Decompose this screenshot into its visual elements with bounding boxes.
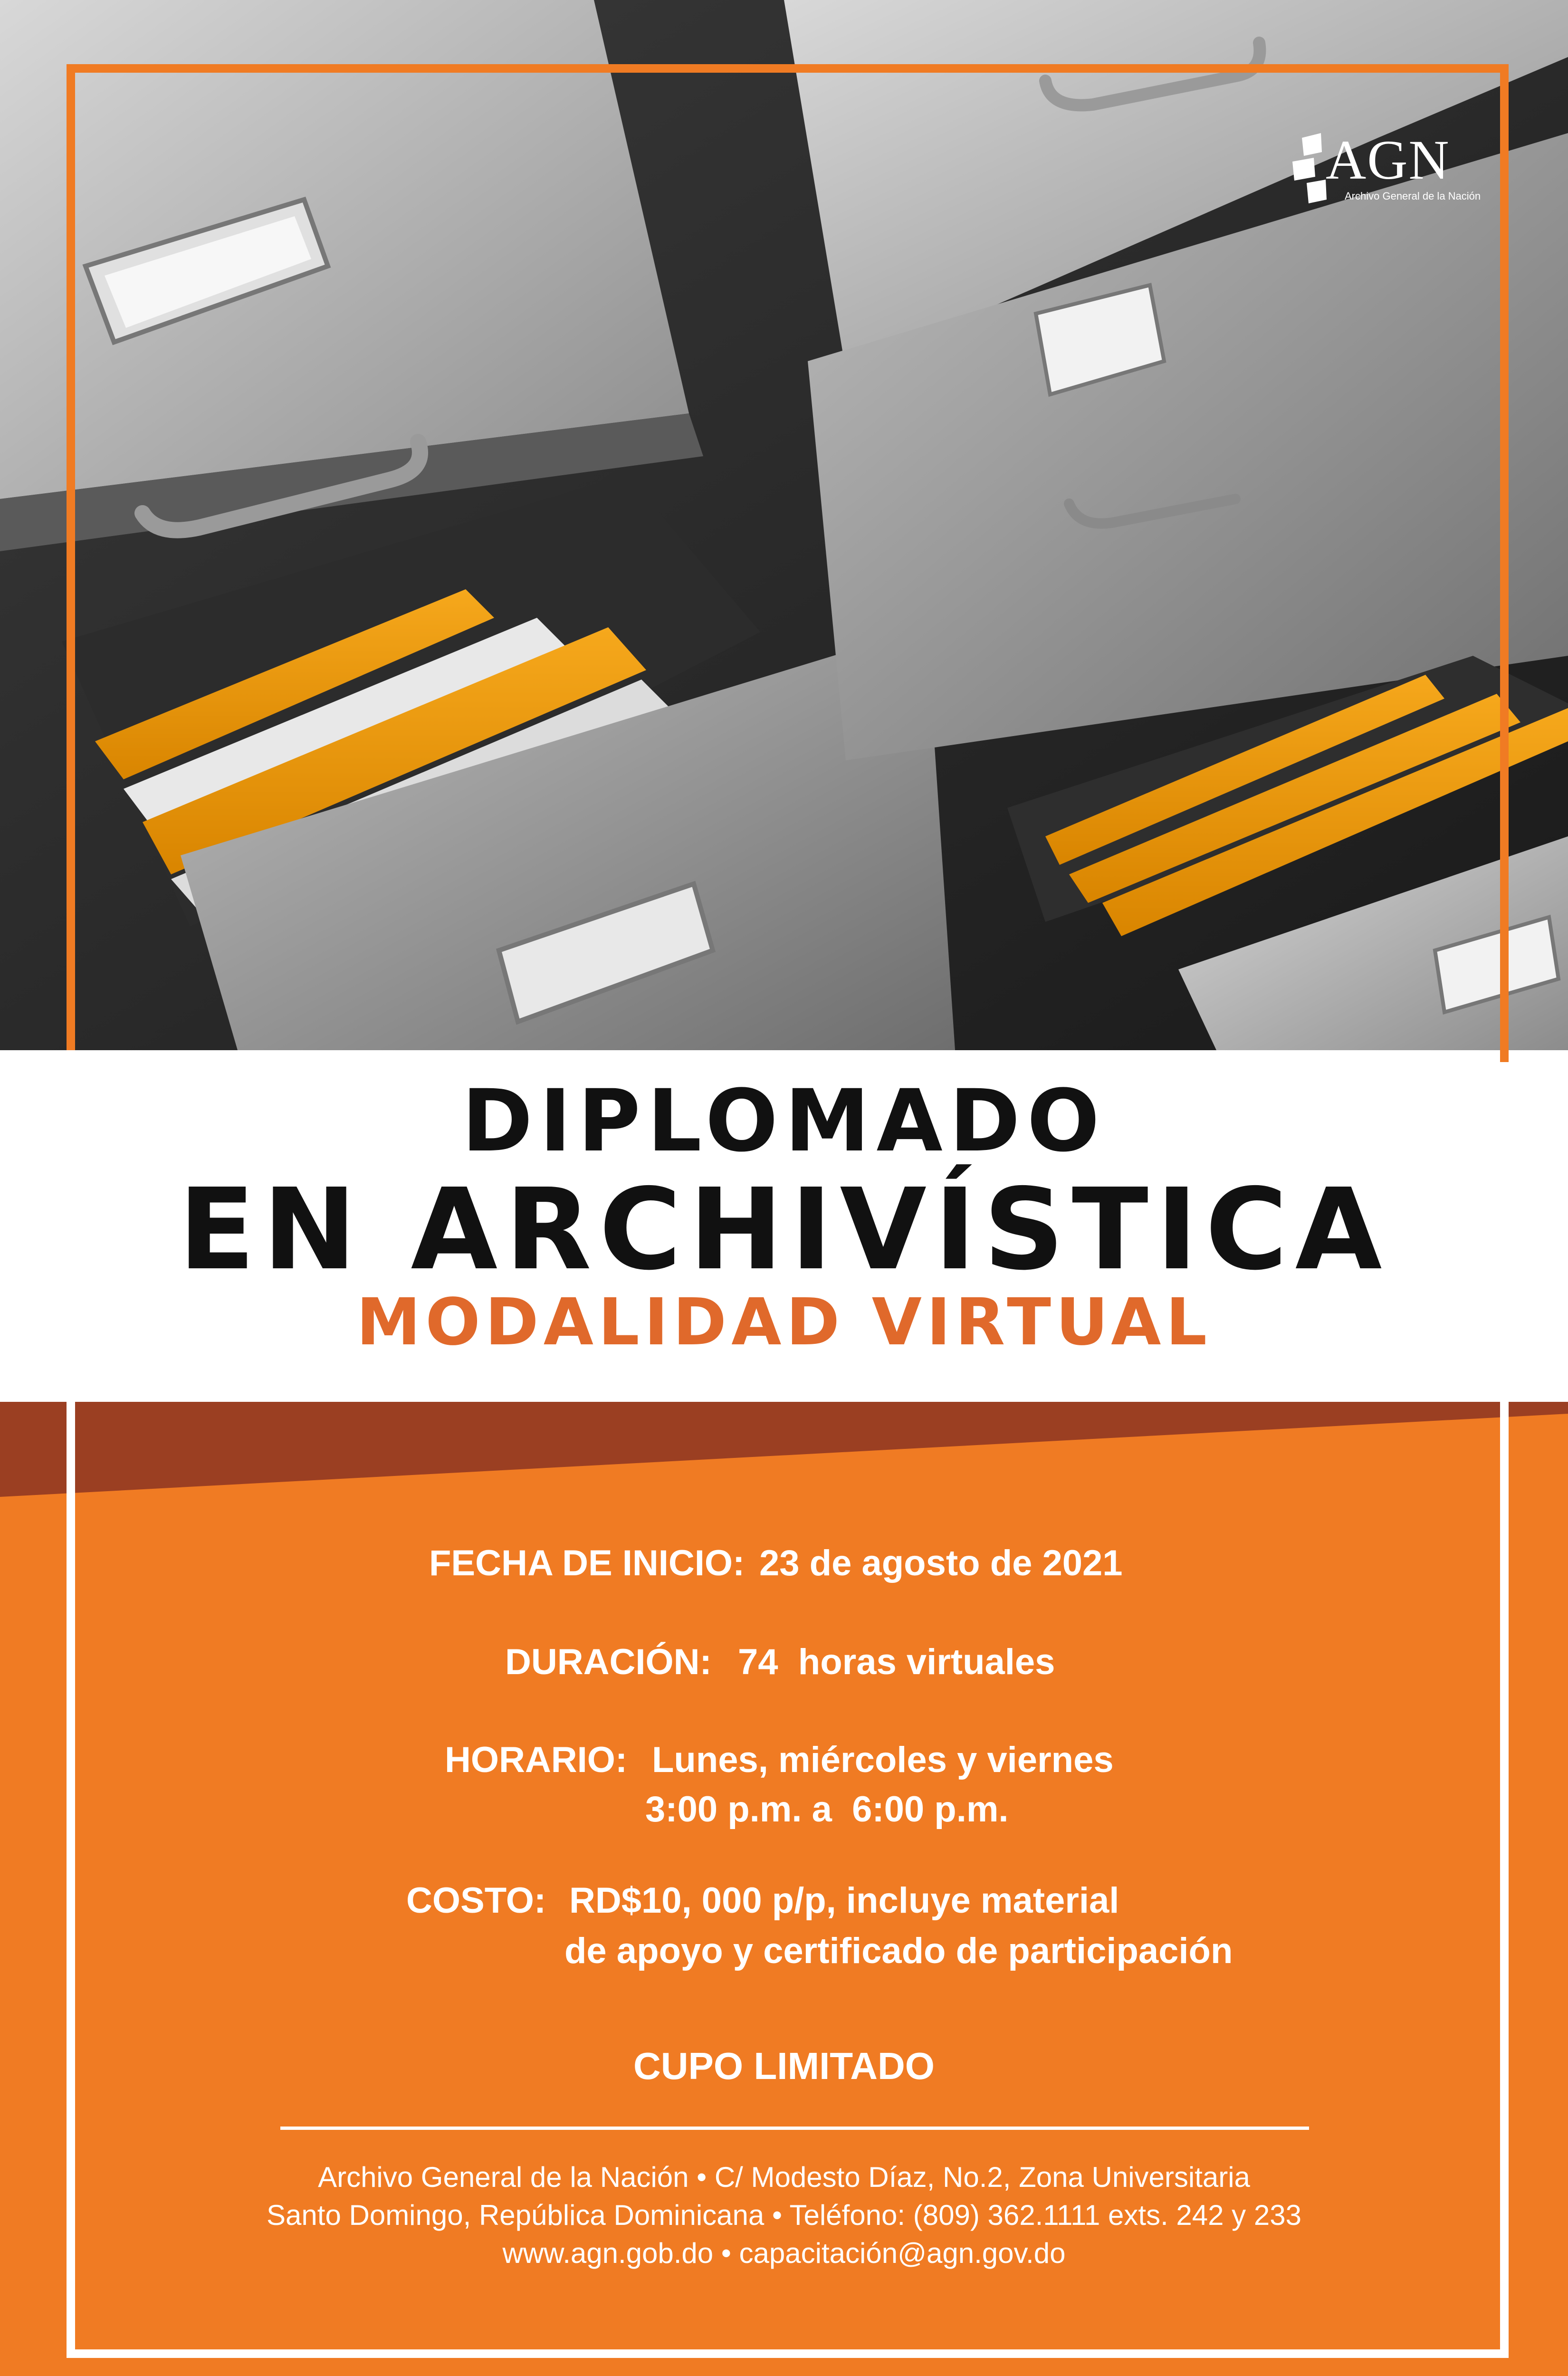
costo-value-2: de apoyo y certificado de participación xyxy=(564,1931,1233,1971)
costo-label: COSTO: xyxy=(406,1880,546,1921)
dark-band-shape xyxy=(0,1402,1568,1497)
frame-left-orange xyxy=(67,64,75,1050)
title-line-1: DIPLOMADO xyxy=(461,1072,1107,1171)
footer-line-1: Archivo General de la Nación • C/ Modesto Díaz, No.2, Zona Universitaria xyxy=(318,2161,1250,2193)
frame-top-line xyxy=(67,64,1509,73)
divider xyxy=(280,2127,1309,2130)
title-line-2: EN ARCHIVÍSTICA xyxy=(178,1164,1390,1295)
cupo-limitado: CUPO LIMITADO xyxy=(633,2045,935,2087)
horario-value-1: Lunes, miércoles y viernes xyxy=(652,1740,1114,1780)
footer-line-3: www.agn.gob.do • capacitación@agn.gov.do xyxy=(502,2237,1066,2269)
frame-bottom-white xyxy=(67,2349,1509,2358)
footer-line-2: Santo Domingo, República Dominicana • Teléfono: (809) 362.1111 exts. 242 y 233 xyxy=(267,2199,1301,2231)
logo-text: AGN xyxy=(1326,129,1450,191)
duracion-label: DURACIÓN: xyxy=(505,1642,712,1682)
title-line-3: MODALIDAD VIRTUAL xyxy=(356,1285,1212,1360)
fecha-value: 23 de agosto de 2021 xyxy=(759,1543,1123,1583)
agn-logo xyxy=(1283,124,1481,219)
agn-logo-mark-icon xyxy=(1288,133,1330,204)
frame-right-orange xyxy=(1500,64,1509,1062)
duracion-value: 74 horas virtuales xyxy=(738,1642,1055,1682)
horario-label: HORARIO: xyxy=(445,1740,628,1780)
costo-value-1: RD$10, 000 p/p, incluye material xyxy=(569,1880,1119,1921)
fecha-label: FECHA DE INICIO: xyxy=(429,1543,745,1583)
logo-subtitle: Archivo General de la Nación xyxy=(1345,190,1481,202)
horario-value-2: 3:00 p.m. a 6:00 p.m. xyxy=(645,1789,1009,1830)
